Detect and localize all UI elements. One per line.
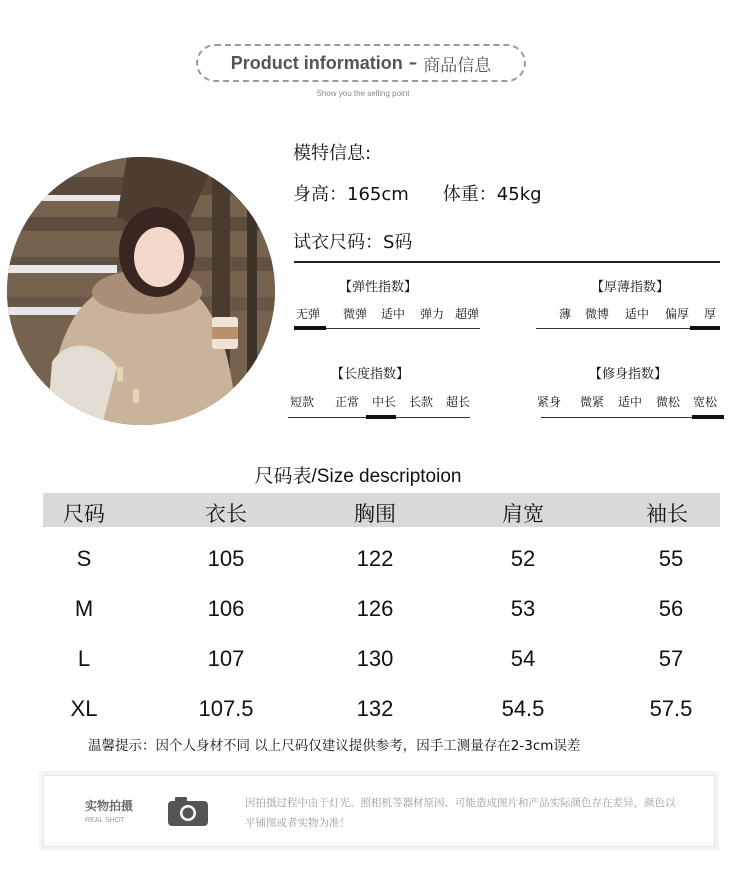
thickness-index-title: 【厚薄指数】 xyxy=(591,280,670,295)
table-cell: 130 xyxy=(356,646,394,671)
table-cell: 52 xyxy=(510,546,536,571)
table-cell-size: S xyxy=(76,546,92,571)
fit-option: 微紧 xyxy=(579,395,604,409)
table-header-cell: 胸围 xyxy=(354,502,396,526)
fit-option: 紧身 xyxy=(537,395,562,409)
model-weight: 体重：45kg xyxy=(442,184,542,205)
header-title-en: Product information xyxy=(230,52,403,73)
fit-option: 宽松 xyxy=(692,395,717,409)
table-cell-size: M xyxy=(74,596,94,621)
table-cell: 53 xyxy=(510,596,536,621)
length-index-options xyxy=(290,393,476,410)
table-header-cell: 袖长 xyxy=(646,502,688,526)
elasticity-option: 超弹 xyxy=(454,307,479,321)
table-cell: 132 xyxy=(356,696,394,721)
length-option: 中长 xyxy=(371,395,396,409)
length-option: 超长 xyxy=(445,395,470,409)
table-cell: 122 xyxy=(356,546,394,571)
size-caption-cn: 尺码表 xyxy=(254,465,312,487)
table-cell: 106 xyxy=(207,596,245,621)
fit-selected-marker xyxy=(692,415,724,419)
measurement-note: 温馨提示：因个人身材不同 以上尺码仅建议提供参考，因手工测量存在2-3cm误差 xyxy=(88,738,581,754)
table-cell-size: L xyxy=(77,646,91,671)
length-option: 长款 xyxy=(408,395,433,409)
thickness-option: 微博 xyxy=(584,307,609,321)
length-selected-marker xyxy=(366,415,396,419)
section-header xyxy=(196,44,526,82)
fit-index-title: 【修身指数】 xyxy=(589,367,668,382)
model-photo xyxy=(7,157,275,425)
table-cell: 54.5 xyxy=(501,696,545,721)
thickness-option: 薄 xyxy=(558,307,571,321)
elasticity-option: 无弹 xyxy=(296,307,321,321)
header-separator: – xyxy=(408,53,418,73)
table-cell: 126 xyxy=(356,596,394,621)
table-cell: 55 xyxy=(658,546,684,571)
thickness-index-options xyxy=(553,305,723,322)
thickness-option: 偏厚 xyxy=(664,307,689,321)
real-shot-title: 实物拍摄 xyxy=(85,799,134,813)
thickness-selected-marker xyxy=(690,326,720,330)
thickness-option: 适中 xyxy=(624,307,649,321)
table-cell: 56 xyxy=(658,596,684,621)
fit-index-options xyxy=(537,393,723,410)
length-option: 短款 xyxy=(290,395,315,409)
elasticity-selected-marker xyxy=(294,326,326,330)
table-cell: 57.5 xyxy=(649,696,693,721)
elasticity-option: 适中 xyxy=(380,307,405,321)
model-stats xyxy=(293,180,542,206)
size-table-caption xyxy=(0,461,716,488)
header-subtitle: Show you the selling point xyxy=(316,89,410,98)
elasticity-option: 弹力 xyxy=(419,307,444,321)
table-header-cell: 尺码 xyxy=(63,502,105,526)
table-header-cell: 衣长 xyxy=(205,502,247,526)
table-header-cell: 肩宽 xyxy=(502,502,544,526)
table-cell: 107 xyxy=(207,646,245,671)
model-height: 身高：165cm xyxy=(293,184,409,205)
real-shot-disclaimer: 因拍摄过程中由于灯光、照相机等器材原因、可能造成图片和产品实际颜色存在差异，颜色以平铺图或者实物为准！ xyxy=(245,797,676,829)
length-index-title: 【长度指数】 xyxy=(331,367,410,382)
divider xyxy=(294,261,720,263)
table-cell: 54 xyxy=(510,646,536,671)
table-cell: 57 xyxy=(658,646,684,671)
elasticity-option: 微弹 xyxy=(342,307,367,321)
table-cell-size: XL xyxy=(70,696,98,721)
real-shot-subtitle: REAL SHOT xyxy=(85,817,125,824)
header-title-cn: 商品信息 xyxy=(423,55,492,76)
model-tried-size: 试衣尺码：S码 xyxy=(293,232,413,253)
fit-option: 适中 xyxy=(617,395,642,409)
length-option: 正常 xyxy=(334,395,359,409)
table-cell: 107.5 xyxy=(198,696,254,721)
model-info-title: 模特信息: xyxy=(293,143,372,164)
table-cell: 105 xyxy=(207,546,245,571)
size-caption-en: /Size descriptoion xyxy=(311,466,462,487)
camera-icon xyxy=(167,795,209,827)
fit-option: 微松 xyxy=(655,395,680,409)
elasticity-index-options xyxy=(296,305,482,322)
elasticity-index-title: 【弹性指数】 xyxy=(339,280,418,295)
thickness-option: 厚 xyxy=(703,307,716,321)
